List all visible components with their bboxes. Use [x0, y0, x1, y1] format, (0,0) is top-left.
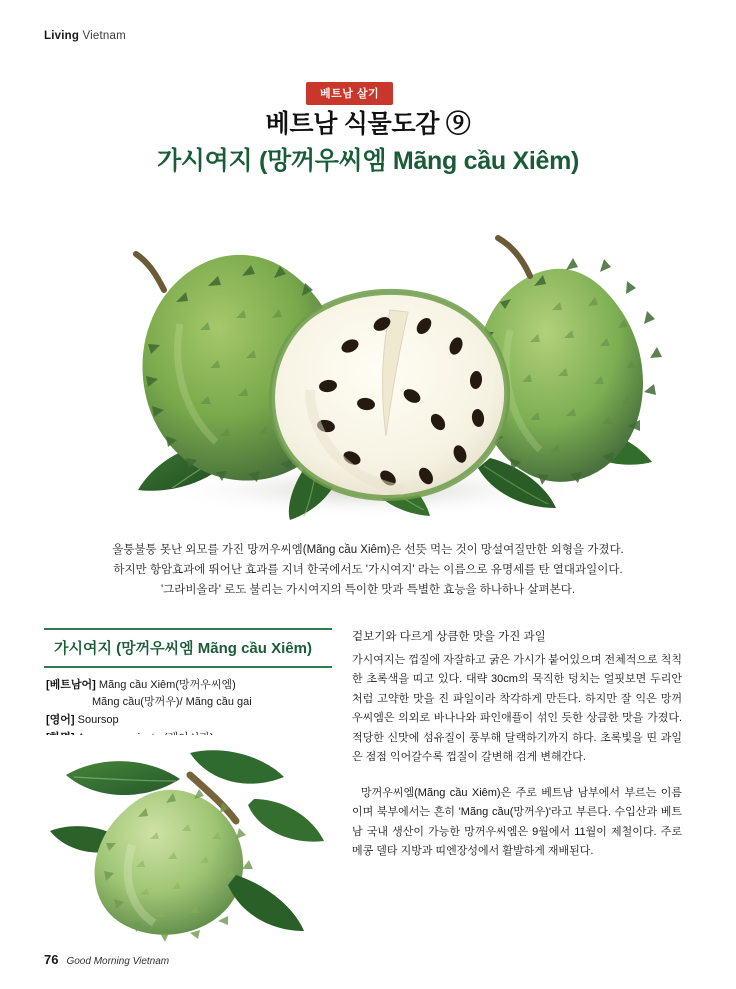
article-body: [352, 628, 682, 878]
fact-row: [46, 677, 332, 711]
lead-line-2: 하지만 항암효과에 뛰어난 효과를 지녀 한국에서도 '가시여지' 라는 이름으로 유명세를 탄 열대과일이다.: [113, 564, 623, 576]
page-header: [44, 30, 126, 42]
lead-line-1: 울퉁불퉁 못난 외모를 가진 망꺼우씨엠(Mãng cầu Xiêm)은 선뜻 먹는 것이 망설여질만한 외형을 가졌다.: [112, 544, 624, 556]
fact-row: [46, 712, 332, 729]
publication-title: Good Morning Vietnam: [66, 956, 170, 967]
fact-subvalue: Mãng cầu(망꺼우)/ Mãng cầu gai: [92, 696, 252, 708]
secondary-image: [40, 735, 340, 945]
fact-label: [영어]: [46, 714, 75, 726]
cut-half-fruit: [272, 292, 507, 498]
hero-image: [60, 190, 680, 520]
kicker-badge: 베트남 살기: [306, 82, 393, 105]
lead-line-3: '그라비올라' 로도 불리는 가시여지의 특이한 맛과 특별한 효능을 하나하나 살펴본다.: [160, 584, 576, 596]
soursop-illustration: [60, 190, 680, 520]
soursop-branch-illustration: [40, 735, 340, 945]
body-paragraph-1: 가시여지는 껍질에 자잘하고 굵은 가시가 붙어있으며 전체적으로 칙칙한 초록색을 띠고 있다. 대략 30cm의 묵직한 덩치는 얼핏보면 두리안처럼 고약한 맛을 진 파일이라 착각하게 만든다. 하지만 잘 익은 망꺼우씨엠은 의외로 바나나와 파인애플이 섞인 듯한 상큼한 맛을 가졌다. 적당한 신맛에 섬유질이 풍부해 달랙하기까지 하다. 초록빛을 띤 과일은 점점 익어갈수록 껍질이 갈변해 검게 변해간다.: [352, 653, 682, 763]
header-light-word: Vietnam: [82, 30, 126, 42]
header-bold-word: Living: [44, 30, 80, 42]
page-number: 76: [44, 952, 59, 967]
page-title: 베트남 식물도감 ⑨: [265, 110, 471, 138]
page-subtitle: 가시여지 (망꺼우씨엠 Mãng cầu Xiêm): [156, 147, 580, 175]
fact-box-heading: 가시여지 (망꺼우씨엠 Mãng cầu Xiêm): [44, 628, 332, 668]
fact-value: Mãng cầu Xiêm(망꺼우씨엠): [98, 679, 236, 691]
section-side-tab-label: LIVING VIETNAM: [19, 109, 38, 311]
fact-value: Soursop: [77, 714, 119, 726]
page-footer: [44, 952, 169, 967]
body-paragraph-2: 망꺼우씨엠(Mãng cầu Xiêm)은 주로 베트남 남부에서 부르는 이름이며 북부에서는 흔히 'Mãng cầu(망꺼우)'라고 부른다. 수입산과 베트남 국내 생산이 가능한 망꺼우씨엠은 9월에서 11월이 제철이다. 주로 메콩 델타 지방과 띠엔장성에서 활발하게 재배된다.: [352, 786, 682, 857]
fact-label: [베트남어]: [46, 679, 96, 691]
body-subheading: 겉보기와 다르게 상큼한 맛을 가진 과일: [352, 631, 546, 643]
lead-paragraph: [60, 540, 676, 600]
